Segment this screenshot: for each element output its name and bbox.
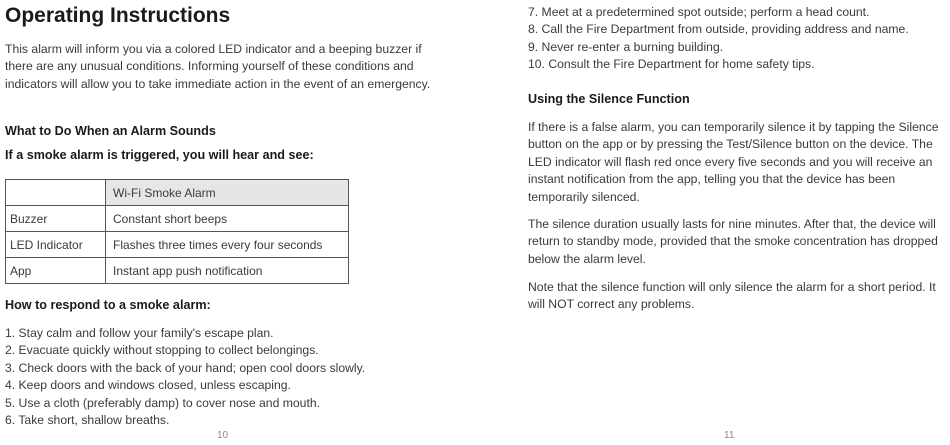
heading-what-to-do: What to Do When an Alarm Sounds bbox=[5, 124, 216, 138]
alarm-indicator-table bbox=[5, 179, 349, 284]
list-item: 1. Stay calm and follow your family's escape plan. bbox=[5, 326, 274, 340]
heading-silence-function: Using the Silence Function bbox=[528, 92, 690, 106]
table-header-cell bbox=[6, 180, 106, 206]
table-row-value: Instant app push notification bbox=[106, 258, 349, 284]
page-number: 11 bbox=[724, 430, 735, 441]
table-row-label: App bbox=[6, 258, 106, 284]
right-page bbox=[528, 0, 943, 445]
table-row bbox=[6, 206, 349, 232]
list-item: 7. Meet at a predetermined spot outside; perform a head count. bbox=[528, 5, 870, 19]
silence-paragraph-note: Note that the silence function will only silence the alarm for a short period. It will NOT correct any problems. bbox=[528, 280, 936, 312]
response-steps-list bbox=[5, 325, 365, 429]
list-item: 10. Consult the Fire Department for home safety tips. bbox=[528, 57, 815, 72]
page-title: Operating Instructions bbox=[5, 4, 231, 27]
table-row-value: Flashes three times every four seconds bbox=[106, 232, 349, 258]
table-row-label: Buzzer bbox=[6, 206, 106, 232]
table-row bbox=[6, 258, 349, 284]
table-header-cell: Wi-Fi Smoke Alarm bbox=[106, 180, 349, 206]
heading-how-to-respond: How to respond to a smoke alarm: bbox=[5, 298, 211, 312]
silence-paragraph-false-alarm: If there is a false alarm, you can temporarily silence it by tapping the Silence button on the app or by pressing the Test/Silence button on the device. The LED indicator will flash red once every five seconds and you will receive an instant notification from the app, telling you that the device has been temporarily silenced. bbox=[528, 120, 939, 204]
silence-paragraph-duration: The silence duration usually lasts for nine minutes. After that, the device will return to standby mode, provided that the smoke concentration has dropped below the alarm level. bbox=[528, 217, 938, 266]
list-item: 9. Never re-enter a burning building. bbox=[528, 39, 724, 54]
page-number: 10 bbox=[217, 430, 229, 441]
response-steps-list-continued bbox=[528, 4, 909, 74]
left-page bbox=[5, 0, 445, 445]
list-item: 3. Check doors with the back of your hand; open cool doors slowly. bbox=[5, 360, 366, 375]
heading-if-triggered: If a smoke alarm is triggered, you will hear and see: bbox=[5, 148, 314, 162]
list-item: 5. Use a cloth (preferably damp) to cover nose and mouth. bbox=[5, 395, 321, 410]
list-item: 2. Evacuate quickly without stopping to collect belongings. bbox=[5, 343, 319, 358]
list-item: 4. Keep doors and windows closed, unless escaping. bbox=[5, 378, 291, 393]
list-item: 8. Call the Fire Department from outside, providing address and name. bbox=[528, 22, 909, 37]
table-row bbox=[6, 232, 349, 258]
table-row-value: Constant short beeps bbox=[106, 206, 349, 232]
table-row-label: LED Indicator bbox=[6, 232, 106, 258]
table-header-row bbox=[6, 180, 349, 206]
intro-paragraph: This alarm will inform you via a colored LED indicator and a beeping buzzer if there are any unusual conditions. Informing yourself of these conditions and indicators will allow you to take immediate action in the event of an emergency. bbox=[5, 42, 431, 91]
list-item: 6. Take short, shallow breaths. bbox=[5, 413, 170, 428]
